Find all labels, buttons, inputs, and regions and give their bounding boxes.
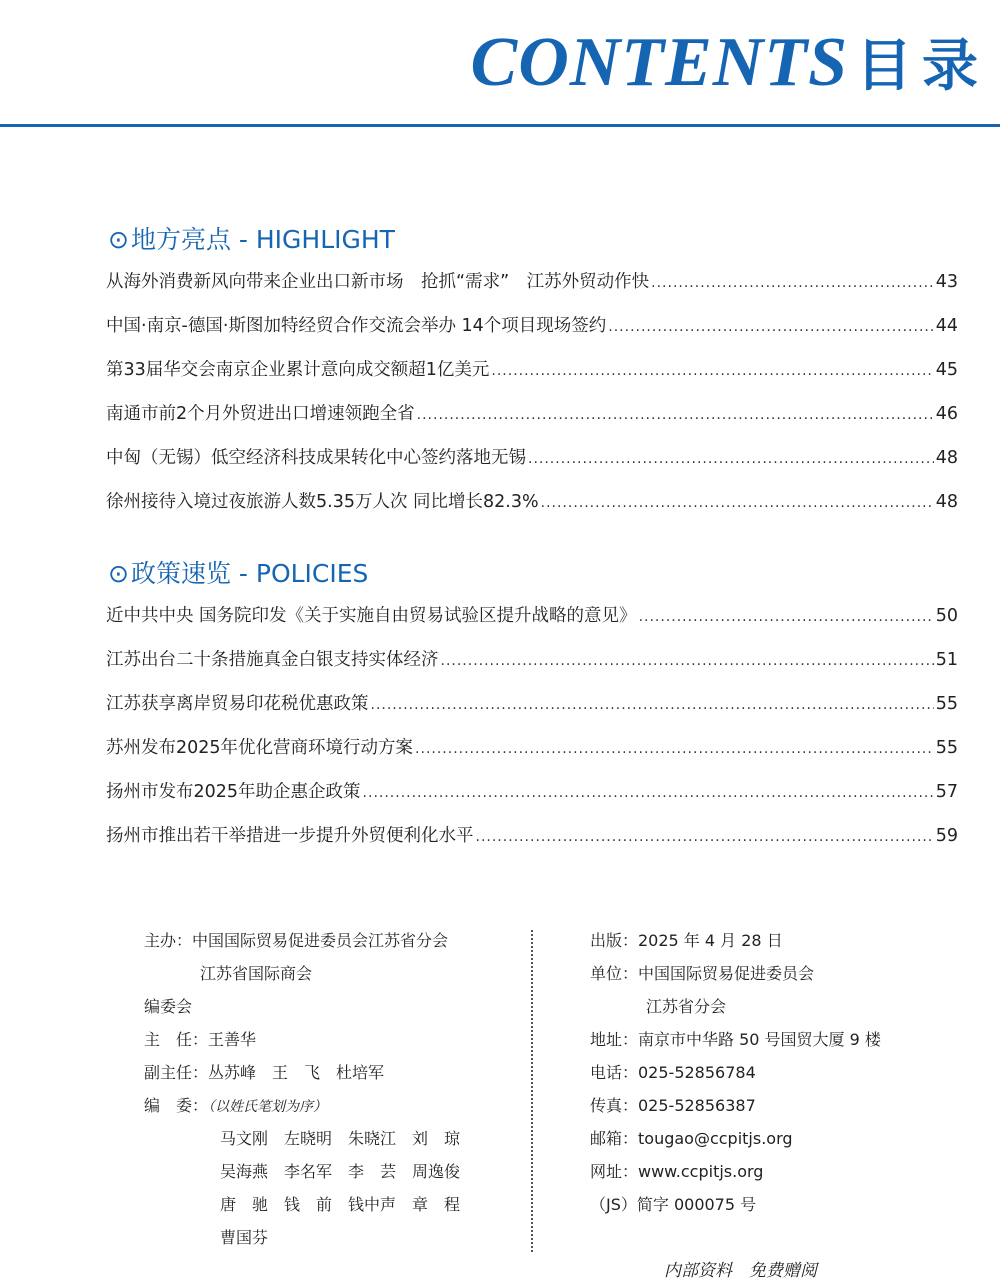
dot-leader [371,683,934,727]
colophon-publisher [590,924,970,1221]
members-row: 唐 驰 钱 前 钱中声 章 程 [220,1195,461,1214]
director-line: 主 任：王善华 [144,1030,257,1049]
toc-entry-page: 57 [935,782,958,802]
dot-leader [441,639,934,683]
toc-entry-page: 55 [935,738,958,758]
toc-entry-page: 48 [935,492,958,512]
dot-leader [528,437,934,481]
sponsor-line: 江苏省国际商会 [200,964,313,983]
header-divider [0,124,1000,127]
footer-note: 内部资料 免费赠阅 [664,1261,817,1281]
toc-entry-title: 从海外消费新风向带来企业出口新市场 抢抓“需求” 江苏外贸动作快 [106,272,650,292]
toc-entry-title: 苏州发布2025年优化营商环境行动方案 [106,738,414,758]
title-chinese: 目录 [856,34,988,99]
toc-entry-title: 徐州接待入境过夜旅游人数5.35万人次 同比增长82.3% [106,492,539,512]
section-title-text: 地方亮点 - HIGHLIGHT [130,225,395,254]
toc-entry-page: 43 [935,272,958,292]
toc-entry[interactable] [106,480,958,524]
toc-entry[interactable] [106,260,958,304]
toc-entry[interactable] [106,726,958,770]
unit-line: 江苏省分会 [646,997,727,1016]
toc-entry-title: 扬州市发布2025年助企惠企政策 [106,782,361,802]
circle-dot-icon: ⊙ [108,225,129,254]
circle-dot-icon: ⊙ [108,559,129,588]
unit-line: 单位：中国国际贸易促进委员会 [590,964,815,983]
section-highlight [106,220,958,524]
section-title [106,220,958,260]
toc-entry-page: 44 [935,316,958,336]
publish-date: 出版：2025 年 4 月 28 日 [590,931,783,950]
members-note: （以姓氏笔划为序） [208,1099,328,1115]
section-policies [106,554,958,858]
permit-line: （JS）简字 000075 号 [590,1195,757,1214]
email-line: 邮箱：tougao@ccpitjs.org [590,1129,793,1148]
members-row: 马文刚 左晓明 朱晓江 刘 琼 [220,1129,461,1148]
members-line [144,1089,514,1122]
toc-entry[interactable] [106,304,958,348]
sponsor-line: 主办：中国国际贸易促进委员会江苏省分会 [144,931,449,950]
dot-leader [417,393,934,437]
toc-list [106,260,958,524]
toc-entry[interactable] [106,682,958,726]
toc-entry-title: 江苏出台二十条措施真金白银支持实体经济 [106,650,439,670]
website-line: 网址：www.ccpitjs.org [590,1162,764,1181]
members-row: 吴海燕 李名军 李 芸 周逸俊 [220,1162,461,1181]
toc-entry-page: 46 [935,404,958,424]
fax-line: 传真：025-52856387 [590,1096,756,1115]
dot-leader [476,815,934,859]
toc-entry-title: 第33届华交会南京企业累计意向成交额超1亿美元 [106,360,490,380]
members-label: 编 委： [144,1096,209,1115]
dot-leader [415,727,934,771]
page-header [0,0,1000,128]
toc-entry-page: 51 [935,650,958,670]
members-row: 曹国芬 [220,1228,269,1247]
toc-entry[interactable] [106,814,958,858]
phone-line: 电话：025-52856784 [590,1063,756,1082]
toc-entry-title: 近中共中央 国务院印发《关于实施自由贸易试验区提升战略的意见》 [106,606,637,626]
address-line: 地址：南京市中华路 50 号国贸大厦 9 楼 [590,1030,881,1049]
toc-entry[interactable] [106,770,958,814]
toc-entry[interactable] [106,392,958,436]
toc-entry-page: 45 [935,360,958,380]
toc-entry[interactable] [106,348,958,392]
toc-list [106,594,958,858]
toc-entry-page: 55 [935,694,958,714]
colophon-editorial [144,924,514,1254]
committee-label: 编委会 [144,997,193,1016]
dot-leader [651,261,934,305]
dot-leader [363,771,934,815]
toc-entry-title: 中国·南京-德国·斯图加特经贸合作交流会举办 14个项目现场签约 [106,316,607,336]
toc-entry-page: 50 [935,606,958,626]
colophon-divider [531,930,533,1252]
toc-entry-title: 中匈（无锡）低空经济科技成果转化中心签约落地无锡 [106,448,526,468]
toc-entry-title: 江苏获享离岸贸易印花税优惠政策 [106,694,369,714]
section-title-text: 政策速览 - POLICIES [130,559,369,588]
dot-leader [491,349,933,393]
dot-leader [541,481,934,525]
toc-entry[interactable] [106,436,958,480]
toc-entry-page: 59 [935,826,958,846]
toc-entry[interactable] [106,638,958,682]
dot-leader [639,595,934,639]
toc-entry-title: 南通市前2个月外贸进出口增速领跑全省 [106,404,415,424]
toc-entry-title: 扬州市推出若干举措进一步提升外贸便利化水平 [106,826,474,846]
title-english: CONTENTS [470,24,848,101]
deputy-line: 副主任：丛苏峰 王 飞 杜培军 [144,1063,385,1082]
dot-leader [608,305,933,349]
toc-entry-page: 48 [935,448,958,468]
toc-entry[interactable] [106,594,958,638]
page-title [471,22,988,103]
section-title [106,554,958,594]
